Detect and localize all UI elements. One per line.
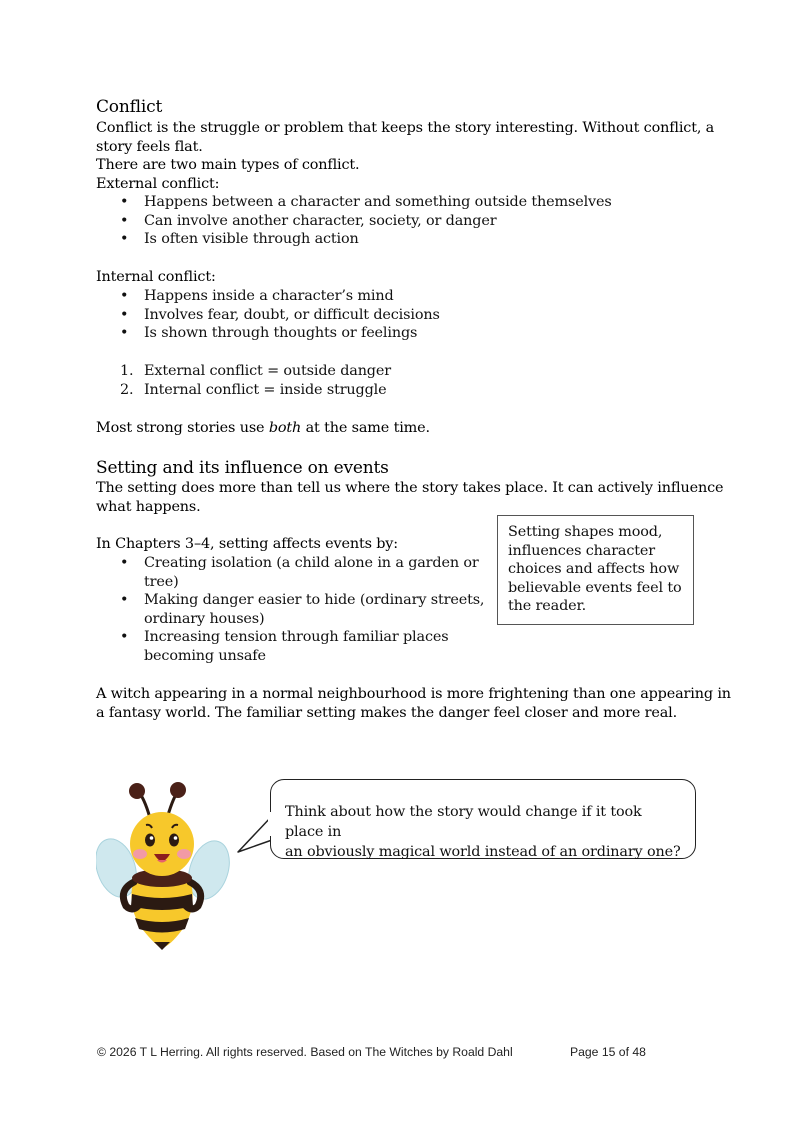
bubble-line-2: an obviously magical world instead of an ordinary one? [285,844,681,860]
list-item [96,362,391,381]
list-number: 1. [120,363,134,379]
list-item-line: • Making danger easier to hide (ordinary streets, [144,592,485,609]
bubble-tail-cover [268,812,274,836]
conflict-numbered-list [96,362,391,399]
conflict-intro [96,119,714,193]
list-item-line: tree) [144,573,179,590]
setting-callout-box [497,515,694,625]
list-item-line: • Increasing tension through familiar places [144,629,449,646]
conflict-intro-line-1: Conflict is the struggle or problem that keeps the story interesting. Without conflict, a [96,120,715,136]
speech-bubble [270,779,696,859]
bee-mascot-illustration [96,778,231,950]
list-item [96,591,486,628]
list-item: • Is shown through thoughts or feelings [96,324,440,343]
external-conflict-list [96,193,612,249]
callout-line: influences character [508,542,655,559]
list-item [96,381,391,400]
list-item: • Happens inside a character’s mind [96,287,440,306]
list-item: • Involves fear, doubt, or difficult decisions [96,306,440,325]
footer-copyright: © 2026 T L Herring. All rights reserved. Based on The Witches by Roald Dahl [97,1045,513,1059]
internal-conflict-label: Internal conflict: [96,269,216,285]
internal-conflict-list [96,287,440,343]
conflict-intro-line-2: story feels flat. [96,138,203,155]
setting-intro [96,479,723,516]
setting-intro-line-2: what happens. [96,498,201,515]
callout-line: Setting shapes mood, [508,524,663,540]
callout-line: believable events feel to [508,579,682,596]
setting-intro-line-1: The setting does more than tell us where the story takes place. It can actively influence [96,480,724,496]
list-item: • Is often visible through action [96,230,612,249]
summary-text-end: at the same time. [301,420,430,436]
closing-line-2: a fantasy world. The familiar setting makes the danger feel closer and more real. [96,704,678,721]
list-item: • Happens between a character and something outside themselves [96,193,612,212]
callout-line: choices and affects how [508,561,680,578]
list-text: Internal conflict = inside struggle [144,381,387,398]
closing-line-1: A witch appearing in a normal neighbourhood is more frightening than one appearing in [96,686,731,702]
conflict-heading: Conflict [96,97,163,117]
list-item [96,628,486,665]
list-text: External conflict = outside danger [144,363,391,379]
setting-closing-paragraph [96,685,731,722]
summary-emphasis: both [268,420,302,436]
callout-line: the reader. [508,598,587,615]
list-number: 2. [120,381,134,398]
footer-page-number: Page 15 of 48 [570,1045,646,1059]
external-conflict-label: External conflict: [96,175,220,192]
list-item-line: ordinary houses) [144,610,265,627]
bubble-line-1: Think about how the story would change if it took place in [285,804,642,840]
setting-effects-list [96,554,486,666]
conflict-types-line: There are two main types of conflict. [96,157,360,174]
list-item: • Can involve another character, society, or danger [96,212,612,231]
list-item-line: becoming unsafe [144,647,266,664]
conflict-summary [96,419,430,438]
chapters-label: In Chapters 3–4, setting affects events by: [96,536,398,552]
setting-heading: Setting and its influence on events [96,458,389,478]
list-item-line: • Creating isolation (a child alone in a garden or [144,555,479,571]
list-item [96,554,486,591]
summary-text: Most strong stories use [96,420,269,436]
